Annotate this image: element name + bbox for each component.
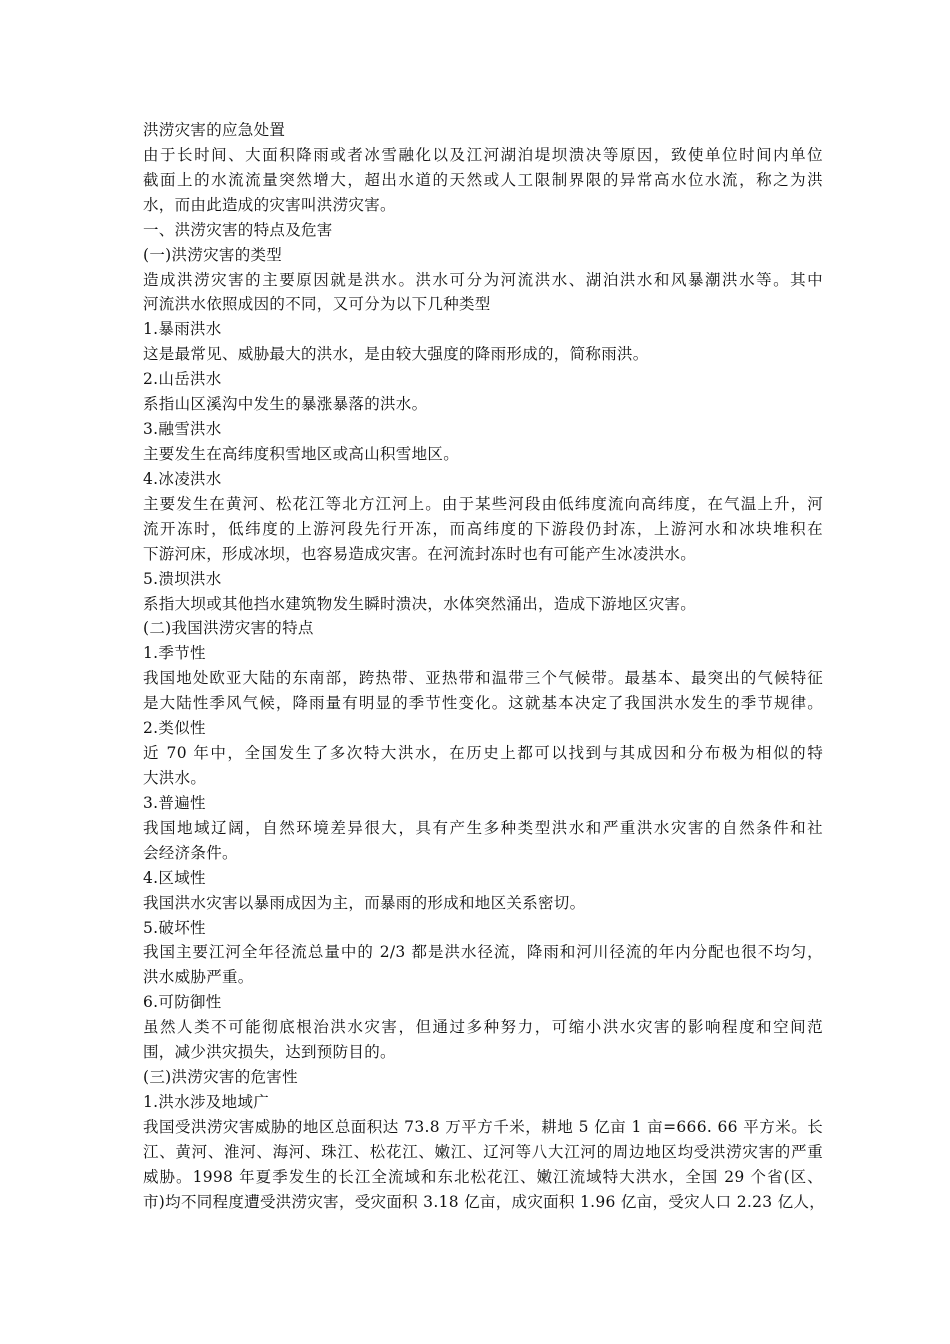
section-heading: 6.可防御性 xyxy=(143,993,222,1012)
section-heading: 5.溃坝洪水 xyxy=(143,569,222,588)
paragraph-line: 洪水威胁严重。 xyxy=(143,968,254,987)
paragraph-line: 会经济条件。 xyxy=(143,843,238,862)
paragraph-line: 虽然人类不可能彻底根治洪水灾害，但通过多种努力，可缩小洪水灾害的影响程度和空间范 xyxy=(143,1018,823,1037)
section-heading: 3.融雪洪水 xyxy=(143,420,222,439)
paragraph-line: 系指山区溪沟中发生的暴涨暴落的洪水。 xyxy=(143,395,428,414)
section-heading: (二)我国洪涝灾害的特点 xyxy=(143,619,314,638)
paragraph-line: 流开冻时，低纬度的上游河段先行开冻，而高纬度的下游段仍封冻，上游河水和冰块堆积在 xyxy=(143,519,823,538)
paragraph-line: 是大陆性季风气候，降雨量有明显的季节性变化。这就基本决定了我国洪水发生的季节规律。 xyxy=(143,694,823,713)
paragraph-line: 由于长时间、大面积降雨或者冰雪融化以及江河湖泊堤坝溃决等原因，致使单位时间内单位 xyxy=(143,145,823,164)
section-heading: 4.区域性 xyxy=(143,868,206,887)
paragraph-line: 威胁。1998 年夏季发生的长江全流域和东北松花江、嫩江流域特大洪水，全国 29 个省(区、 xyxy=(143,1167,823,1186)
paragraph-line: 我国主要江河全年径流总量中的 2/3 都是洪水径流，降雨和河川径流的年内分配也很不均匀， xyxy=(143,943,823,962)
paragraph-line: 河流洪水依照成因的不同，又可分为以下几种类型 xyxy=(143,295,491,314)
paragraph-line: 围，减少洪灾损失，达到预防目的。 xyxy=(143,1043,396,1062)
paragraph-line: 我国地处欧亚大陆的东南部，跨热带、亚热带和温带三个气候带。最基本、最突出的气候特征 xyxy=(143,669,823,688)
section-heading: 4.冰凌洪水 xyxy=(143,469,222,488)
paragraph-line: 主要发生在高纬度积雪地区或高山积雪地区。 xyxy=(143,444,460,463)
section-heading: 2.山岳洪水 xyxy=(143,370,222,389)
paragraph-line: 我国地域辽阔，自然环境差异很大，具有产生多种类型洪水和严重洪水灾害的自然条件和社 xyxy=(143,818,823,837)
paragraph-line: 下游河床，形成冰坝，也容易造成灾害。在河流封冻时也有可能产生冰凌洪水。 xyxy=(143,544,697,563)
paragraph-line: 市)均不同程度遭受洪涝灾害，受灾面积 3.18 亿亩，成灾面积 1.96 亿亩，受灾人口 2.23 亿人， xyxy=(143,1192,826,1211)
section-heading: (一)洪涝灾害的类型 xyxy=(143,245,283,264)
paragraph-line: 大洪水。 xyxy=(143,768,207,787)
section-heading: 1.季节性 xyxy=(143,644,206,663)
section-heading: 1.洪水涉及地域广 xyxy=(143,1092,269,1111)
section-heading: 2.类似性 xyxy=(143,719,206,738)
document-body xyxy=(143,118,826,1215)
paragraph-line: 我国受洪涝灾害威胁的地区总面积达 73.8 万平方千米，耕地 5 亿亩 1 亩=666. 66 平方米。长 xyxy=(143,1117,823,1136)
paragraph-line: 江、黄河、淮河、海河、珠江、松花江、嫩江、辽河等八大江河的周边地区均受洪涝灾害的严重 xyxy=(143,1142,823,1161)
paragraph-line: 这是最常见、威胁最大的洪水，是由较大强度的降雨形成的，简称雨洪。 xyxy=(143,345,649,364)
paragraph-line: 近 70 年中，全国发生了多次特大洪水，在历史上都可以找到与其成因和分布极为相似的特 xyxy=(143,744,823,763)
section-heading: 一、洪涝灾害的特点及危害 xyxy=(143,220,333,239)
paragraph-line: 截面上的水流流量突然增大，超出水道的天然或人工限制界限的异常高水位水流，称之为洪 xyxy=(143,170,823,189)
section-heading: 5.破坏性 xyxy=(143,918,206,937)
section-heading: 1.暴雨洪水 xyxy=(143,320,222,339)
paragraph-line: 主要发生在黄河、松花江等北方江河上。由于某些河段由低纬度流向高纬度，在气温上升，河 xyxy=(143,494,823,513)
paragraph-line: 水，而由此造成的灾害叫洪涝灾害。 xyxy=(143,195,396,214)
paragraph-line: 造成洪涝灾害的主要原因就是洪水。洪水可分为河流洪水、湖泊洪水和风暴潮洪水等。其中 xyxy=(143,270,823,289)
document-title: 洪涝灾害的应急处置 xyxy=(143,121,286,139)
section-heading: (三)洪涝灾害的危害性 xyxy=(143,1068,298,1087)
paragraph-line: 系指大坝或其他挡水建筑物发生瞬时溃决，水体突然涌出，造成下游地区灾害。 xyxy=(143,594,697,613)
section-heading: 3.普遍性 xyxy=(143,793,206,812)
paragraph-line: 我国洪水灾害以暴雨成因为主，而暴雨的形成和地区关系密切。 xyxy=(143,893,586,912)
